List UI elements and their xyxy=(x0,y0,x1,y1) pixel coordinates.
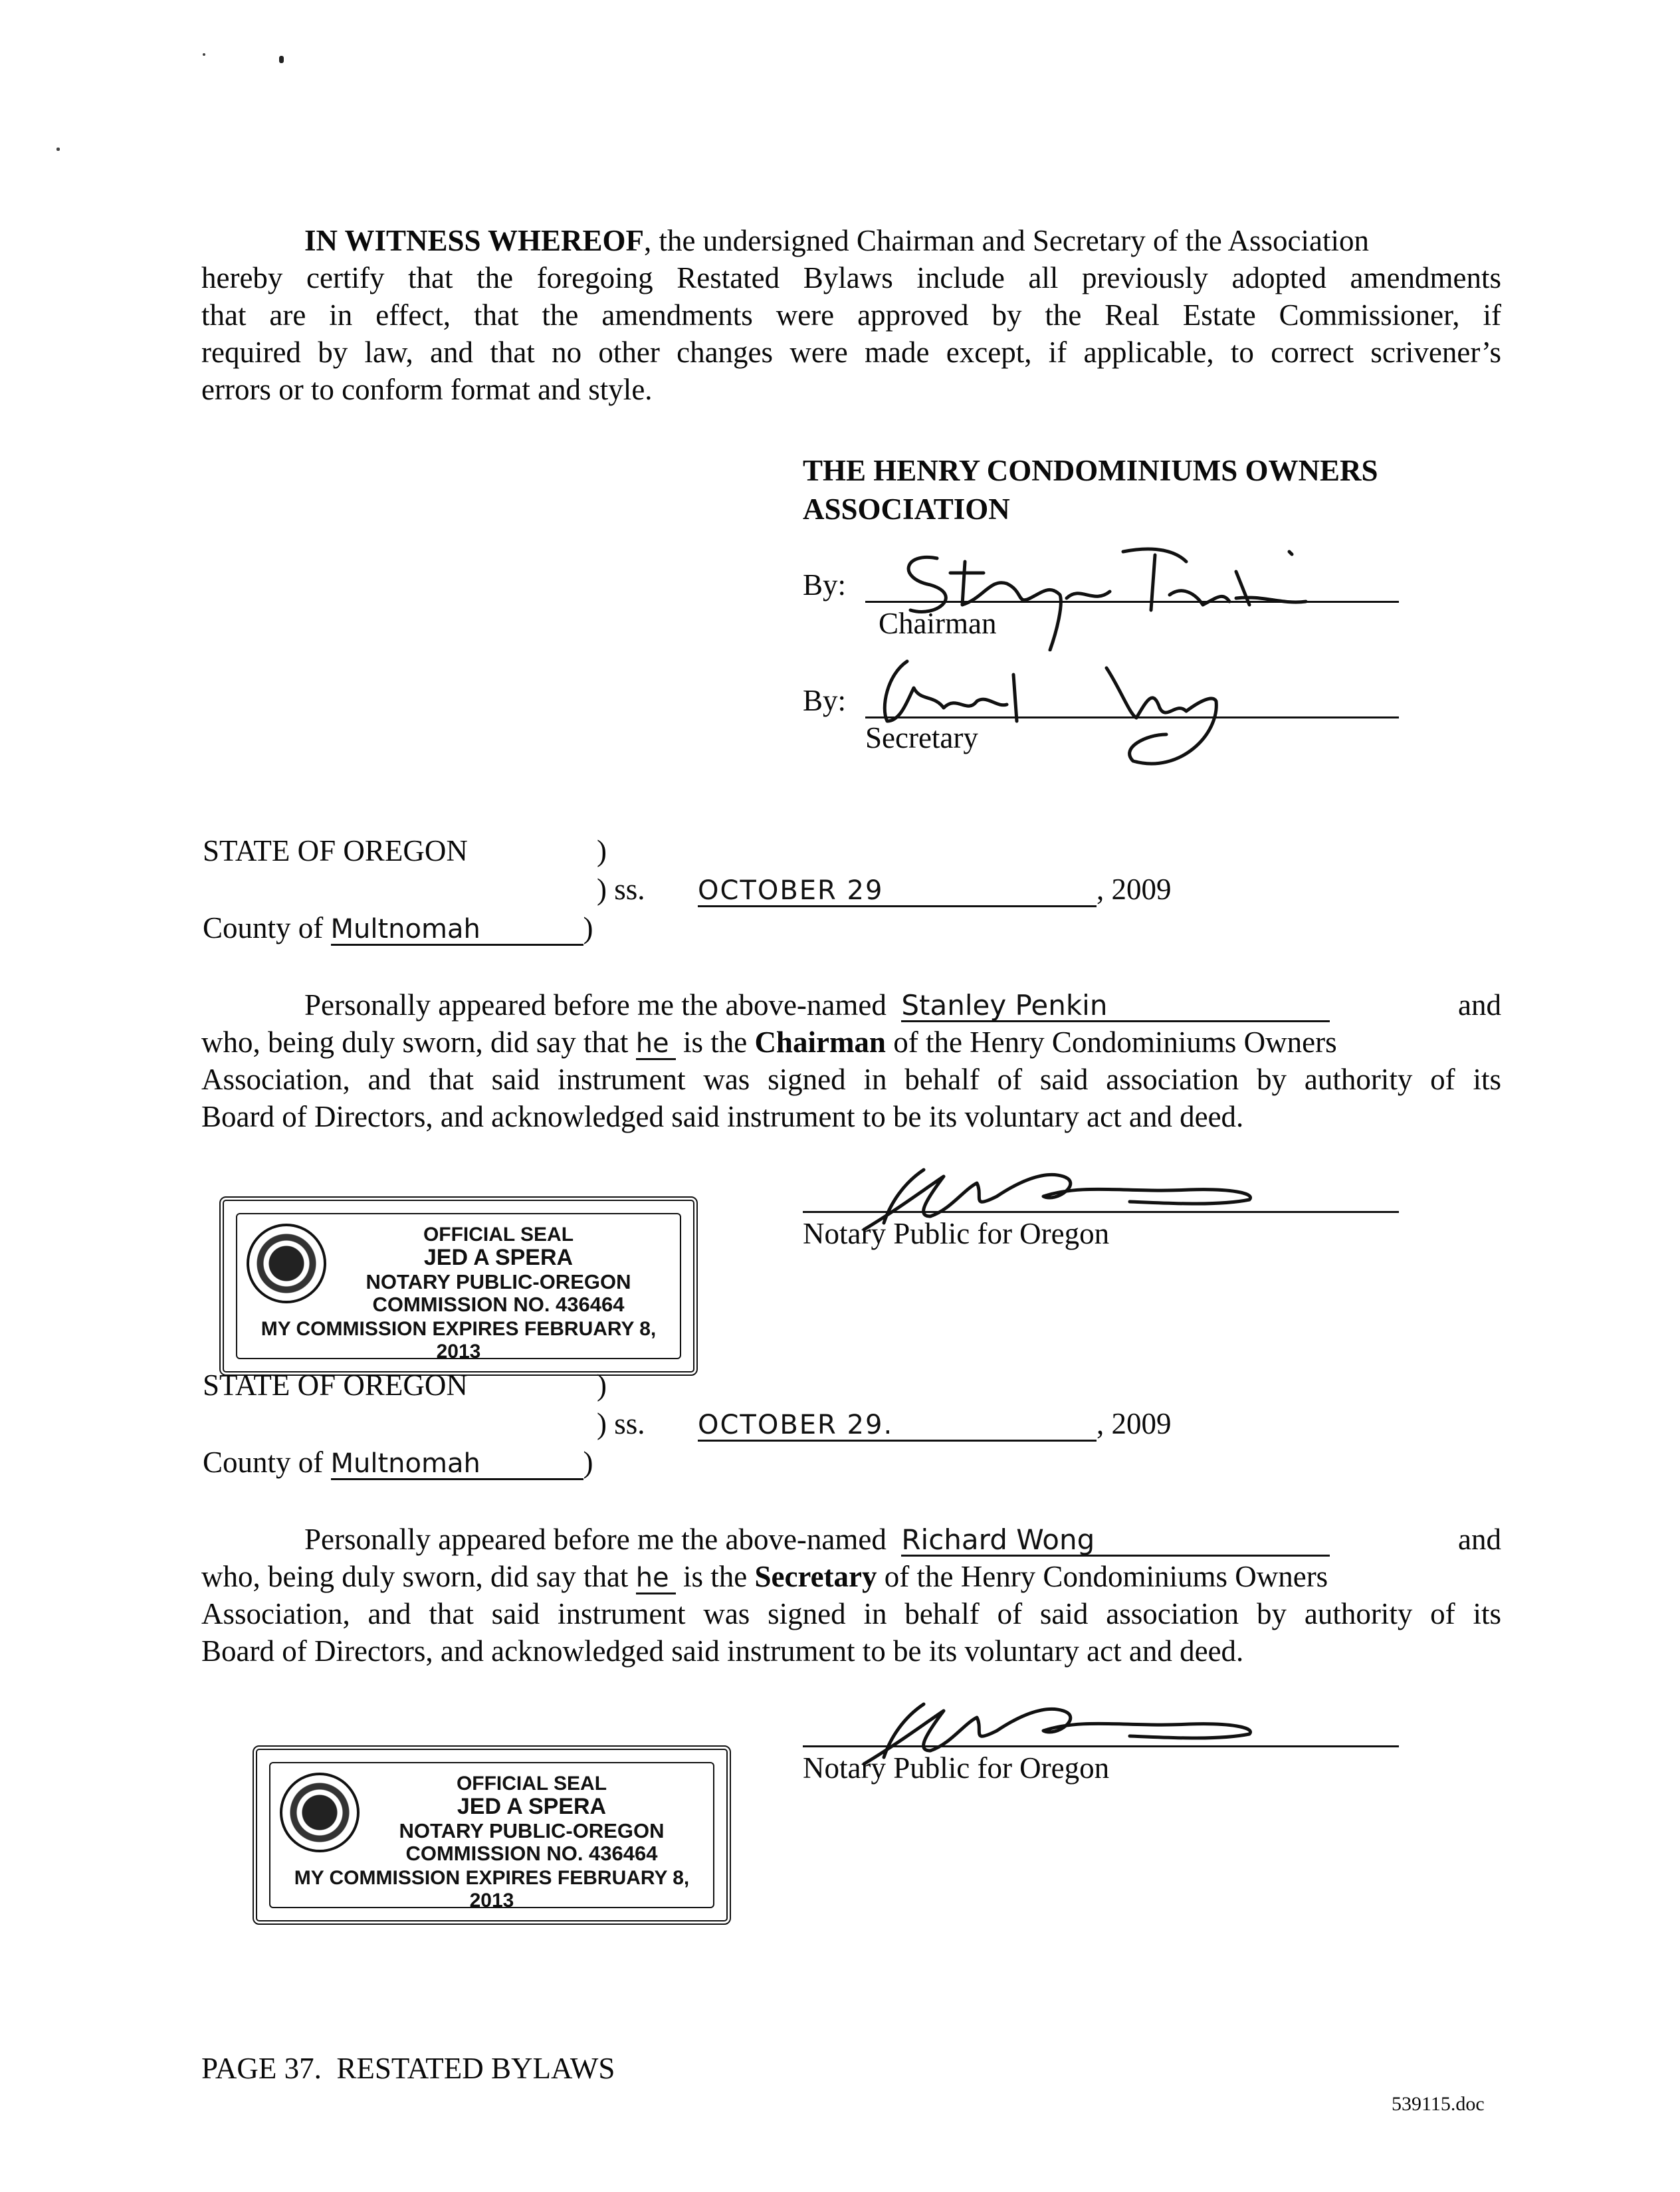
year-1: , 2009 xyxy=(1097,873,1172,906)
stamp-2-line-4: COMMISSION NO. 436464 xyxy=(405,1842,658,1865)
county-close-1: ) xyxy=(583,911,593,944)
named-person-1: Stanley Penkin xyxy=(901,991,1330,1022)
ss-label-2: ) ss. xyxy=(597,1407,645,1440)
witness-paragraph xyxy=(201,222,1501,408)
ack2-line-2-end: of the Henry Condominiums Owners xyxy=(884,1560,1328,1593)
scan-speck xyxy=(279,56,284,63)
state-paren-2: ) xyxy=(597,1369,607,1402)
state-label-2: STATE OF OREGON xyxy=(203,1369,468,1402)
stamp-1-line-1: OFFICIAL SEAL xyxy=(423,1224,574,1246)
date-field-1 xyxy=(698,871,1172,908)
ss-label-1: ) ss. xyxy=(597,873,645,906)
witness-line-5: errors or to conform format and style. xyxy=(201,373,653,406)
stamp-1-line-4: COMMISSION NO. 436464 xyxy=(372,1293,625,1316)
date-value-2: OCTOBER 29. xyxy=(698,1410,1097,1442)
stamp-frame-2 xyxy=(269,1762,714,1912)
ack2-line-1-start: Personally appeared before me the above-named xyxy=(304,1523,887,1556)
ack2-line-1 xyxy=(201,1521,1501,1558)
pronoun-1: he xyxy=(636,1029,676,1060)
ack1-line-2-mid: is the xyxy=(682,1026,748,1059)
stamp-2-line-1: OFFICIAL SEAL xyxy=(456,1773,607,1795)
ack1-line-3: Association, and that said instrument was signed in behalf of said association by authority of its xyxy=(201,1063,1501,1096)
county-line-1 xyxy=(203,909,593,946)
ack2-line-3: Association, and that said instrument was signed in behalf of said association by authority of its xyxy=(201,1597,1501,1630)
state-label-1: STATE OF OREGON xyxy=(203,834,468,867)
county-line-2 xyxy=(203,1444,593,1481)
by-label-chairman: By: xyxy=(803,568,847,602)
stamp-1-line-3: NOTARY PUBLIC-OREGON xyxy=(366,1270,631,1293)
role-2: Secretary xyxy=(754,1560,877,1593)
pronoun-2: he xyxy=(636,1563,676,1594)
ack1-line-2-start: who, being duly sworn, did say that xyxy=(201,1026,629,1059)
secretary-title: Secretary xyxy=(865,721,978,754)
witness-lead: IN WITNESS WHEREOF xyxy=(304,224,644,257)
notary-label-2: Notary Public for Oregon xyxy=(803,1751,1110,1785)
acknowledgment-paragraph-2 xyxy=(201,1521,1501,1670)
ack2-line-4: Board of Directors, and acknowledged said instrument to be its voluntary act and deed. xyxy=(201,1634,1244,1668)
stamp-2-line-2: JED A SPERA xyxy=(457,1794,607,1819)
ack1-line-1-start: Personally appeared before me the above-named xyxy=(304,988,887,1022)
ack2-line-2 xyxy=(201,1558,1501,1595)
county-label-2: County of xyxy=(203,1446,324,1479)
ack1-line-4: Board of Directors, and acknowledged said instrument to be its voluntary act and deed. xyxy=(201,1100,1244,1133)
ack1-line-2-end: of the Henry Condominiums Owners xyxy=(893,1026,1337,1059)
notary-stamp-2 xyxy=(253,1745,731,1925)
association-name-line-2: ASSOCIATION xyxy=(803,493,1010,526)
page-footer-label: PAGE 37. RESTATED BYLAWS xyxy=(201,2052,615,2085)
by-label-secretary: By: xyxy=(803,684,847,717)
stamp-frame-1 xyxy=(236,1213,681,1363)
document-id: 539115.doc xyxy=(1392,2093,1485,2115)
stamp-1-line-5: MY COMMISSION EXPIRES FEBRUARY 8, 2013 xyxy=(261,1318,657,1363)
notary-label-1: Notary Public for Oregon xyxy=(803,1217,1110,1250)
ack2-line-2-start: who, being duly sworn, did say that xyxy=(201,1560,629,1593)
witness-line-2: hereby certify that the foregoing Restated Bylaws include all previously adopted amendments xyxy=(201,261,1501,294)
witness-line-1 xyxy=(201,222,1501,259)
state-paren-1: ) xyxy=(597,834,607,867)
witness-line-3: that are in effect, that the amendments were approved by the Real Estate Commissioner, if xyxy=(201,298,1501,332)
role-1: Chairman xyxy=(754,1026,886,1059)
stamp-2-line-3: NOTARY PUBLIC-OREGON xyxy=(399,1819,665,1842)
scan-speck xyxy=(203,53,205,56)
secretary-signature xyxy=(867,648,1239,781)
county-close-2: ) xyxy=(583,1446,593,1479)
ack2-line-2-mid: is the xyxy=(682,1560,748,1593)
chairman-title: Chairman xyxy=(879,607,997,640)
year-2: , 2009 xyxy=(1097,1407,1172,1440)
county-value-1: Multnomah xyxy=(331,915,583,946)
date-field-2 xyxy=(698,1405,1172,1442)
stamp-1-line-2: JED A SPERA xyxy=(423,1245,574,1270)
acknowledgment-paragraph-1 xyxy=(201,986,1501,1135)
scan-speck xyxy=(56,148,60,151)
ack1-line-1 xyxy=(201,986,1501,1024)
date-value-1: OCTOBER 29 xyxy=(698,876,1097,907)
stamp-2-line-5: MY COMMISSION EXPIRES FEBRUARY 8, 2013 xyxy=(294,1867,690,1912)
ack1-line-1-end: and xyxy=(1458,988,1501,1022)
named-person-2: Richard Wong xyxy=(901,1525,1330,1557)
witness-line-4: required by law, and that no other changes were made except, if applicable, to correct scrivener’s xyxy=(201,336,1501,369)
county-value-2: Multnomah xyxy=(331,1449,583,1480)
ack2-line-1-end: and xyxy=(1458,1523,1501,1556)
association-name-line-1: THE HENRY CONDOMINIUMS OWNERS xyxy=(803,454,1378,487)
witness-line-1-text: , the undersigned Chairman and Secretary of the Association xyxy=(644,224,1369,257)
ack1-line-2 xyxy=(201,1024,1501,1061)
county-label-1: County of xyxy=(203,911,324,944)
notary-stamp-1 xyxy=(219,1196,698,1376)
